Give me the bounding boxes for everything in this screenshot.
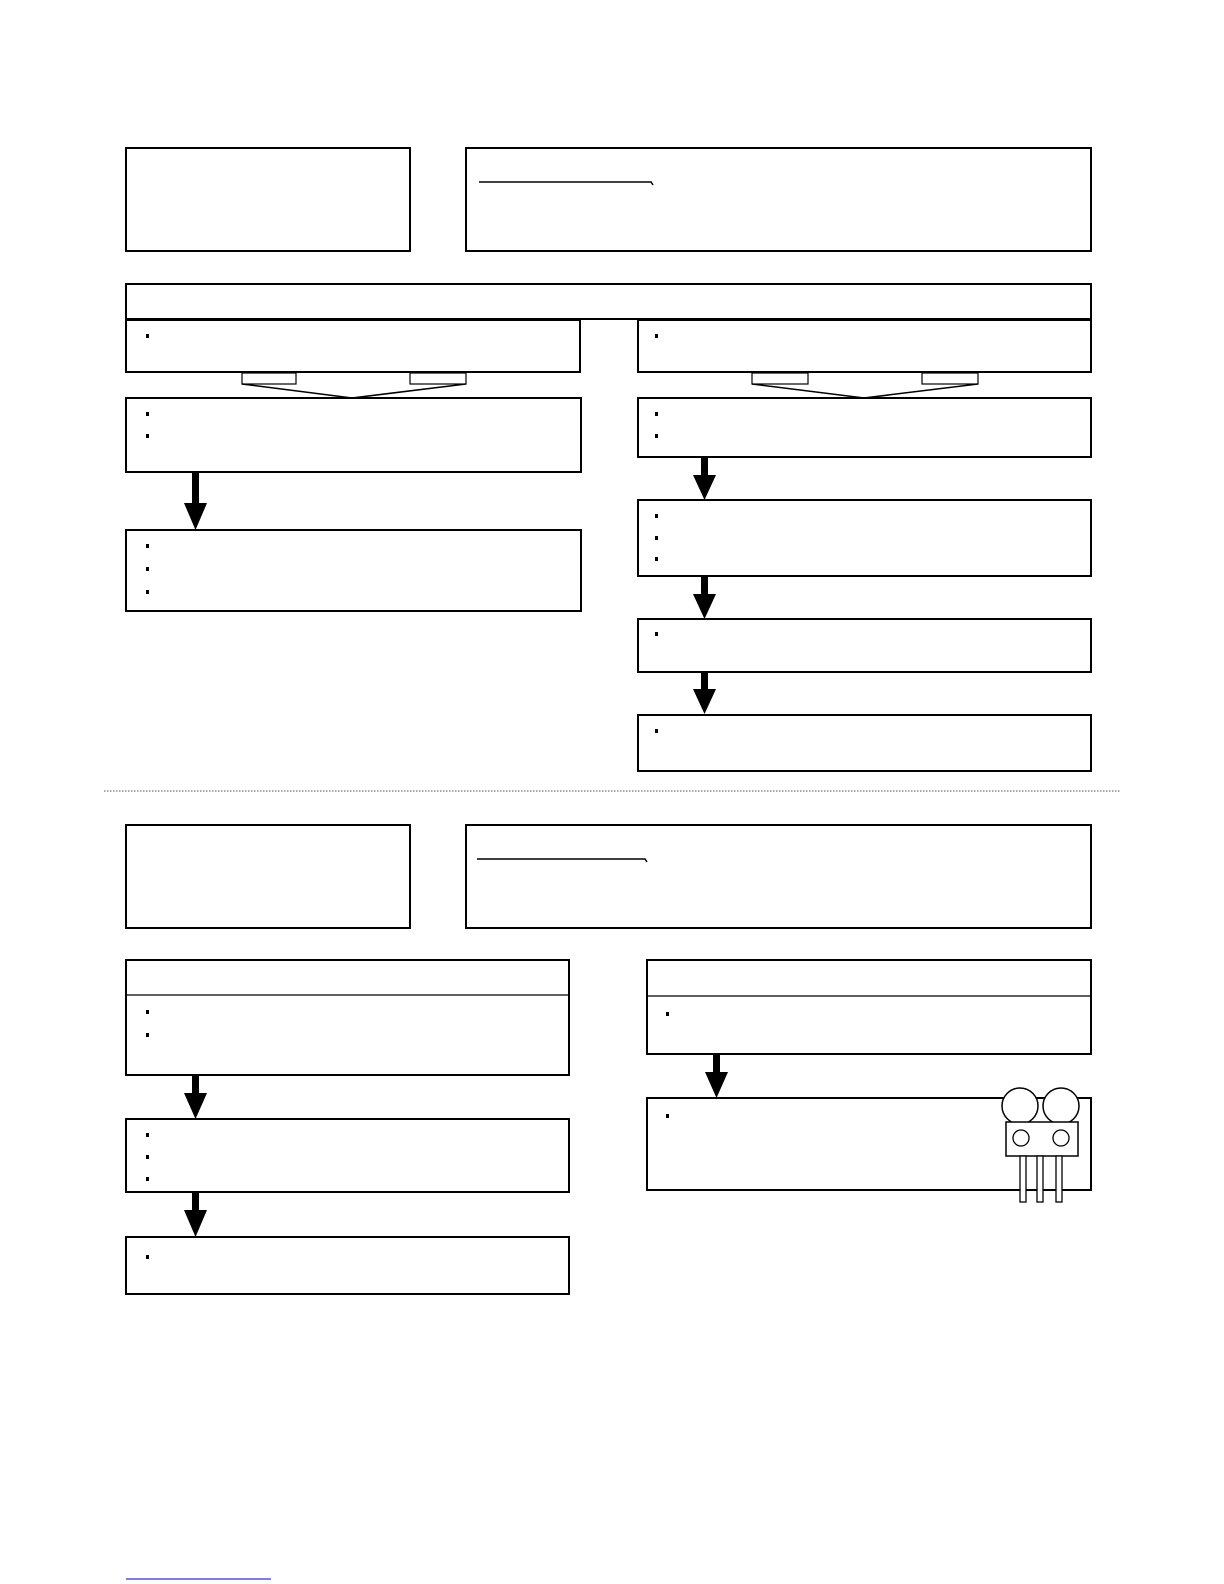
upper-right-arrow-3 <box>693 672 716 714</box>
bullet-marker <box>146 567 149 571</box>
bullet-marker <box>655 557 658 561</box>
bullet-marker <box>655 632 658 636</box>
upper-right-step-2 <box>638 500 1091 576</box>
upper-left-branch <box>126 320 581 611</box>
upper-wide-bar <box>126 284 1091 319</box>
bullet-marker <box>146 544 149 548</box>
upper-left-arrow-1 <box>184 472 207 530</box>
upper-left-step-2 <box>126 530 581 611</box>
bullet-marker <box>146 334 149 338</box>
bullet-marker <box>146 412 149 416</box>
upper-right-start-box <box>638 320 1091 372</box>
upper-label-box <box>126 148 410 251</box>
bullet-marker <box>146 1010 149 1014</box>
bullet-marker <box>655 514 658 518</box>
lower-right-step-1 <box>647 1088 1091 1202</box>
upper-right-arrow-2 <box>693 576 716 619</box>
bullet-marker <box>146 1033 149 1037</box>
lower-left-step-1 <box>126 1119 569 1192</box>
lower-right-arrow-1 <box>705 1054 728 1098</box>
lower-left-branch <box>126 960 569 1294</box>
upper-left-merge-connector <box>242 373 466 398</box>
lower-label-box <box>126 825 410 928</box>
lower-right-branch <box>647 960 1091 1202</box>
upper-section <box>126 148 1091 771</box>
lower-left-head-box <box>126 960 569 1075</box>
lower-left-step-2 <box>126 1237 569 1294</box>
upper-right-step-1 <box>638 398 1091 457</box>
bullet-marker <box>655 729 658 733</box>
upper-right-branch <box>638 320 1091 771</box>
bullet-marker <box>655 536 658 540</box>
upper-right-step-3 <box>638 619 1091 672</box>
bullet-marker <box>146 1155 149 1159</box>
upper-left-step-1 <box>126 398 581 472</box>
bullet-marker <box>146 1255 149 1259</box>
bullet-marker <box>146 1177 149 1181</box>
upper-left-start-box <box>126 320 580 372</box>
bullet-marker <box>655 412 658 416</box>
bullet-marker <box>146 1133 149 1137</box>
upper-header-box <box>466 148 1091 251</box>
bullet-marker <box>655 334 658 338</box>
lower-right-head-box <box>647 960 1091 1054</box>
bullet-marker <box>146 590 149 594</box>
upper-right-step-4 <box>638 715 1091 771</box>
lower-section <box>126 825 1091 1294</box>
upper-right-arrow-1 <box>693 457 716 500</box>
upper-right-merge-connector <box>752 373 978 398</box>
bullet-marker <box>655 434 658 438</box>
bullet-marker <box>666 1012 669 1016</box>
lower-left-arrow-2 <box>184 1192 207 1237</box>
lower-header-box <box>466 825 1091 928</box>
lower-left-arrow-1 <box>184 1075 207 1119</box>
bullet-marker <box>666 1114 669 1118</box>
bullet-marker <box>146 434 149 438</box>
